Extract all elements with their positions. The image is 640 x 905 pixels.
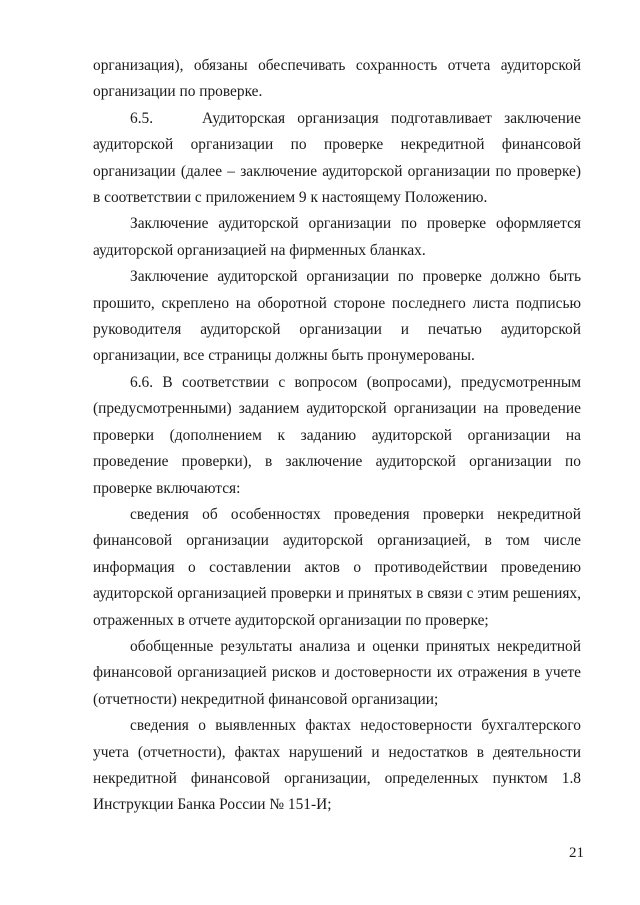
document-body	[93, 53, 581, 819]
paragraph-6-6: 6.6. В соответствии с вопросом (вопросами), предусмотренным (предусмотренными) заданием аудиторской организации на проведение проверки (дополнением к заданию аудиторской организации на проведение проверки), в заключение аудиторской организации по проверке включаются:	[93, 373, 581, 497]
list-item-inspection-details: сведения об особенностях проведения проверки некредитной финансовой организации аудиторской организацией, в том числе информация о составлении актов о противодействии проведению аудиторской организацией проверки и принятых в связи с этим решениях, отраженных в отчете аудиторской организации по проверке;	[93, 505, 581, 629]
paragraph-binding: Заключение аудиторской организации по проверке должно быть прошито, скреплено на оборотной стороне последнего листа подписью руководителя аудиторской организации и печатью аудиторской организации, все страницы должны быть пронумерованы.	[93, 268, 581, 365]
paragraph-letterhead: Заключение аудиторской организации по проверке оформляется аудиторской организацией на фирменных бланках.	[93, 215, 581, 259]
list-item-risk-analysis: обобщенные результаты анализа и оценки принятых некредитной финансовой организацией рисков и достоверности их отражения в учете (отчетности) некредитной финансовой организации;	[93, 637, 581, 708]
list-item-violations: сведения о выявленных фактах недостоверности бухгалтерского учета (отчетности), фактах нарушений и недостатков в деятельности некредитной финансовой организации, определенных пунктом 1.8 Инструкции Банка России № 151-И;	[93, 717, 581, 814]
paragraph-continuation: организация), обязаны обеспечивать сохранность отчета аудиторской организации по проверке.	[93, 57, 581, 101]
page-number: 21	[569, 845, 584, 861]
paragraph-6-5: 6.5. Аудиторская организация подготавливает заключение аудиторской организации по проверке некредитной финансовой организации (далее – заключение аудиторской организации по проверке) в соответствии с приложением 9 к настоящему Положению.	[93, 109, 581, 207]
